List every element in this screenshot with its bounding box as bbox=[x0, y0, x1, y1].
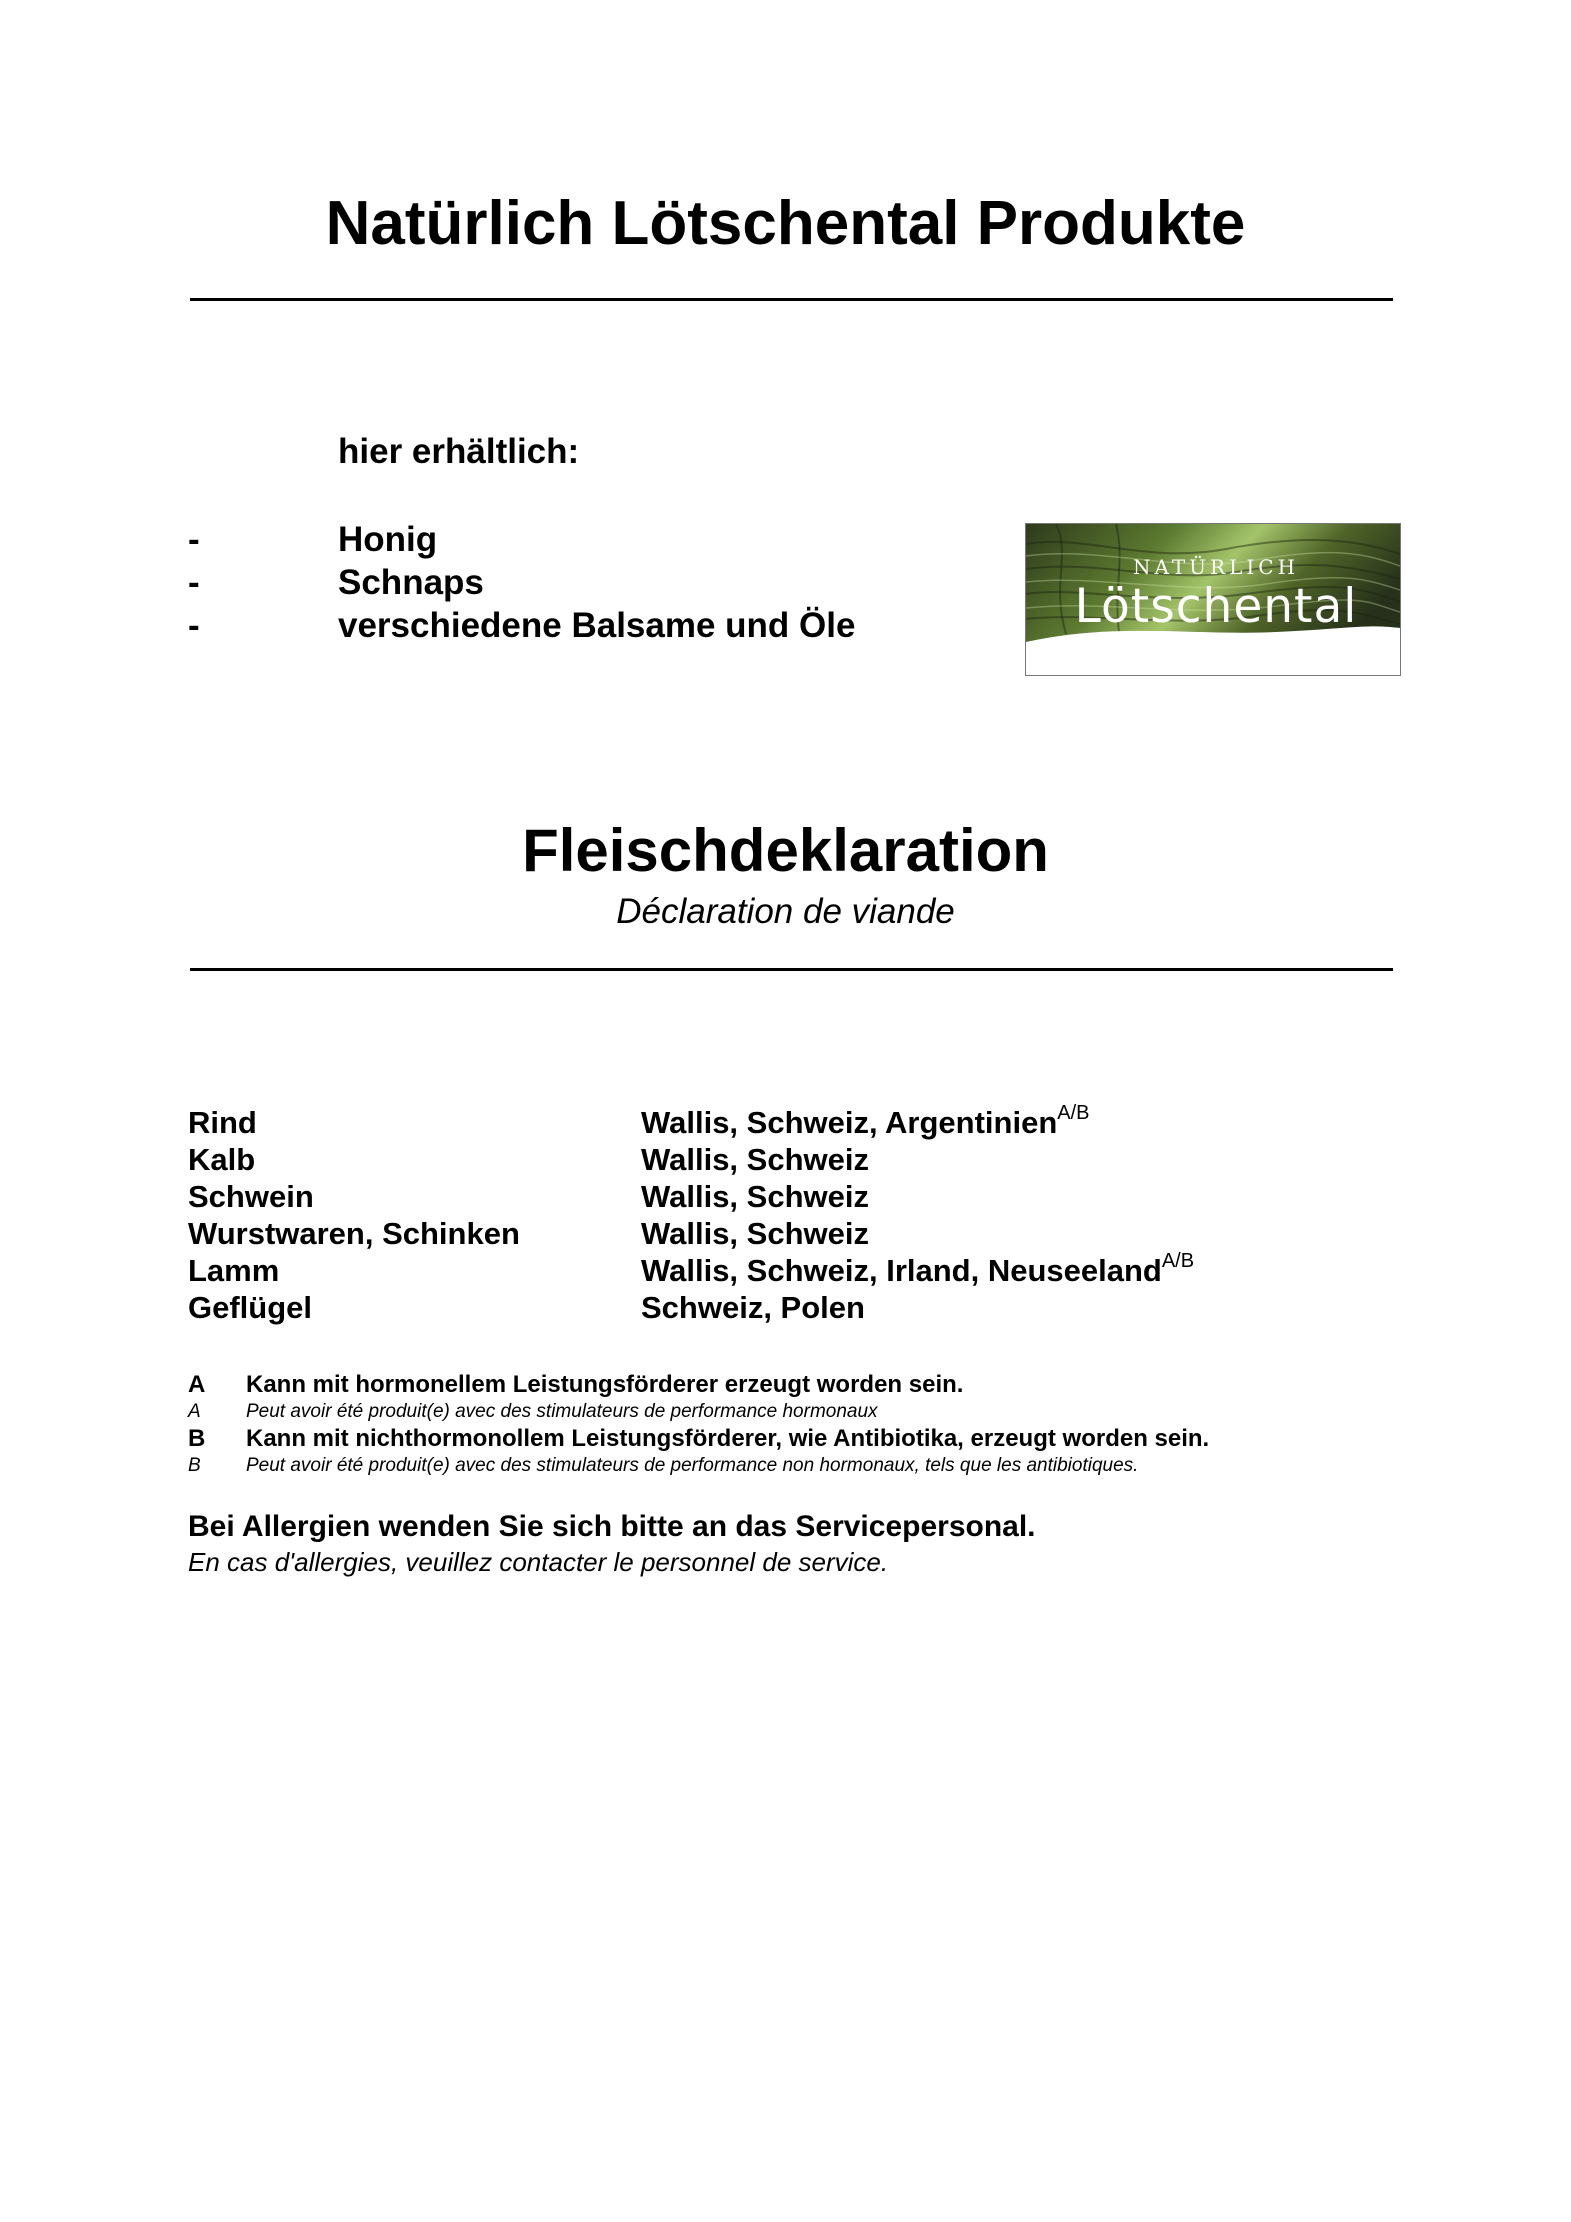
logo-text-main: Lötschental bbox=[1074, 579, 1358, 634]
meat-type: Schwein bbox=[188, 1179, 314, 1214]
meat-origin: Wallis, Schweiz bbox=[641, 1216, 869, 1251]
product-name: Schnaps bbox=[338, 563, 484, 602]
title-divider bbox=[190, 298, 1393, 301]
footnote-text: Peut avoir été produit(e) avec des stimulateurs de performance hormonaux bbox=[246, 1401, 878, 1422]
footnote-letter: B bbox=[188, 1425, 206, 1452]
footnote-text: Kann mit hormonellem Leistungsförderer erzeugt worden sein. bbox=[246, 1371, 964, 1398]
meat-divider bbox=[190, 968, 1393, 971]
footnote-marker: A/B bbox=[1057, 1102, 1090, 1124]
meat-type: Geflügel bbox=[188, 1290, 313, 1325]
allergy-notice-de: Bei Allergien wenden Sie sich bitte an das Servicepersonal. bbox=[188, 1510, 1036, 1543]
footnote-marker: A/B bbox=[1161, 1250, 1195, 1272]
meat-declaration-title: Fleischdeklaration bbox=[522, 817, 1049, 884]
meat-type: Lamm bbox=[188, 1253, 280, 1288]
list-bullet: - bbox=[188, 563, 200, 602]
meat-origin: Wallis, Schweiz, Argentinien$^{A/B}$ bbox=[641, 1102, 1090, 1140]
footnote-text: Kann mit nichthormonollem Leistungsförderer, wie Antibiotika, erzeugt worden sein. bbox=[246, 1425, 1210, 1452]
footnote-text: Peut avoir été produit(e) avec des stimulateurs de performance non hormonaux, tels que les antibiotiques. bbox=[246, 1455, 1139, 1476]
meat-origin: Wallis, Schweiz, Irland, Neuseeland$^{A/B}$ bbox=[641, 1250, 1195, 1288]
logo-text-top: NATÜRLICH bbox=[1132, 555, 1300, 579]
availability-label: hier erhältlich: bbox=[338, 432, 580, 471]
list-bullet: - bbox=[188, 606, 200, 645]
meat-origin: Wallis, Schweiz bbox=[641, 1179, 869, 1214]
meat-origin: Schweiz, Polen bbox=[641, 1290, 865, 1325]
allergy-notice-fr: En cas d'allergies, veuillez contacter le personnel de service. bbox=[188, 1547, 889, 1577]
natuerlich-loetschental-logo bbox=[1025, 523, 1401, 676]
meat-type: Kalb bbox=[188, 1142, 256, 1177]
footnote-letter: B bbox=[188, 1455, 201, 1476]
product-name: verschiedene Balsame und Öle bbox=[338, 606, 856, 645]
meat-declaration-subtitle: Déclaration de viande bbox=[616, 892, 955, 931]
footnote-letter: A bbox=[188, 1371, 206, 1398]
list-bullet: - bbox=[188, 520, 200, 559]
meat-origin: Wallis, Schweiz bbox=[641, 1142, 869, 1177]
product-name: Honig bbox=[338, 520, 438, 559]
footnote-letter: A bbox=[188, 1401, 201, 1422]
meat-type: Rind bbox=[188, 1105, 257, 1140]
meat-type: Wurstwaren, Schinken bbox=[188, 1216, 520, 1251]
page-title: Natürlich Lötschental Produkte bbox=[325, 189, 1246, 258]
